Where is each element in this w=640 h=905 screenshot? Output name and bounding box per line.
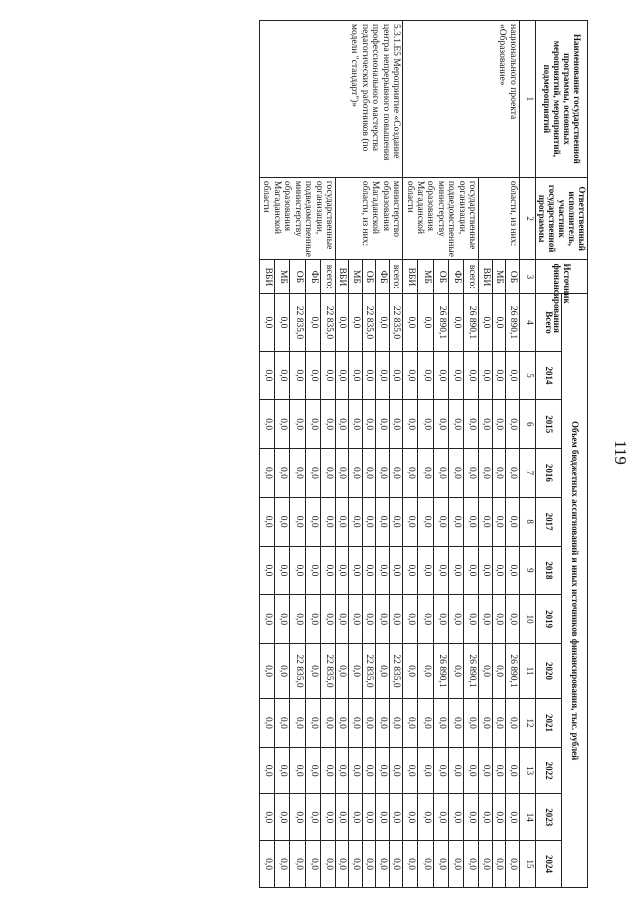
row-year-value: 0,0: [403, 449, 418, 498]
row-year-value: 0,0: [349, 595, 362, 644]
row-year-value: 0,0: [492, 644, 505, 699]
row-year-value: 0,0: [259, 546, 274, 595]
row-year-value: 0,0: [418, 497, 433, 546]
row-year-value: 0,0: [376, 351, 389, 400]
row-year-value: 0,0: [376, 595, 389, 644]
row-year-value: 26 890,1: [464, 644, 479, 699]
row-year-value: 0,0: [275, 546, 290, 595]
row-source: ФБ: [448, 260, 463, 294]
row-year-value: 0,0: [403, 351, 418, 400]
row-year-value: 22 835,0: [389, 644, 402, 699]
row-year-value: 0,0: [376, 449, 389, 498]
row-year-value: 0,0: [479, 794, 492, 841]
header-volume: Объем бюджетных ассигнований и иных источников финансирования, тыс. рублей: [561, 294, 587, 888]
row-year-value: 0,0: [362, 351, 375, 400]
row-year-value: 0,0: [464, 351, 479, 400]
row-year-value: 0,0: [362, 449, 375, 498]
row-year-value: 0,0: [418, 747, 433, 794]
row-year-value: 0,0: [464, 595, 479, 644]
row-year-value: 0,0: [275, 351, 290, 400]
row-year-value: 0,0: [305, 644, 320, 699]
row-year-value: 0,0: [418, 644, 433, 699]
row-year-value: 0,0: [275, 747, 290, 794]
row-year-value: 0,0: [433, 699, 448, 748]
row-year-value: 0,0: [275, 699, 290, 748]
row-year-value: 0,0: [320, 841, 335, 888]
row-year-value: 0,0: [275, 595, 290, 644]
row-executor: области, из них:: [479, 177, 519, 260]
row-year-value: 0,0: [448, 747, 463, 794]
row-year-value: 0,0: [290, 351, 305, 400]
row-total: 26 890,1: [506, 294, 519, 351]
row-year-value: 0,0: [389, 546, 402, 595]
row-year-value: 0,0: [290, 449, 305, 498]
row-year-value: 22 835,0: [320, 644, 335, 699]
row-year-value: 0,0: [389, 699, 402, 748]
row-year-value: 0,0: [362, 841, 375, 888]
column-number: 1: [519, 21, 535, 178]
row-year-value: 0,0: [376, 747, 389, 794]
row-source: ВБИ: [335, 260, 348, 294]
row-year-value: 0,0: [479, 699, 492, 748]
column-number: 2: [519, 177, 535, 260]
row-year-value: 0,0: [464, 841, 479, 888]
row-year-value: 0,0: [506, 841, 519, 888]
row-total: 22 835,0: [389, 294, 402, 351]
row-year-value: 0,0: [506, 794, 519, 841]
header-source: Источник финансирования: [535, 260, 587, 294]
row-year-value: 0,0: [433, 449, 448, 498]
row-year-value: 0,0: [492, 794, 505, 841]
row-year-value: 0,0: [479, 841, 492, 888]
row-year-value: 0,0: [259, 351, 274, 400]
row-year-value: 0,0: [403, 546, 418, 595]
column-number: 4: [519, 294, 535, 351]
row-year-value: 0,0: [448, 794, 463, 841]
row-year-value: 0,0: [349, 351, 362, 400]
row-year-value: 0,0: [290, 747, 305, 794]
row-year-value: 0,0: [448, 644, 463, 699]
header-year: 2020: [535, 644, 561, 699]
header-year: 2021: [535, 699, 561, 748]
header-year: 2022: [535, 747, 561, 794]
row-total: 0,0: [492, 294, 505, 351]
row-source: всего:: [389, 260, 402, 294]
row-year-value: 0,0: [389, 400, 402, 449]
header-year: 2017: [535, 497, 561, 546]
row-year-value: 0,0: [305, 449, 320, 498]
row-year-value: 0,0: [290, 400, 305, 449]
row-source: ВБИ: [403, 260, 418, 294]
row-year-value: 0,0: [492, 546, 505, 595]
row-year-value: 0,0: [492, 400, 505, 449]
row-year-value: 0,0: [349, 841, 362, 888]
row-year-value: 0,0: [320, 699, 335, 748]
row-year-value: 0,0: [275, 400, 290, 449]
row-total: 0,0: [448, 294, 463, 351]
row-program-name: 5.3.1.Е5 Мероприятие «Создание центра непрерывного повышения профессионального мастерства педагогических работников (по модели "стандарт")»: [259, 21, 402, 178]
row-year-value: 0,0: [305, 699, 320, 748]
row-year-value: 22 835,0: [362, 644, 375, 699]
row-year-value: 0,0: [349, 747, 362, 794]
row-source: МБ: [492, 260, 505, 294]
row-year-value: 0,0: [418, 449, 433, 498]
row-year-value: 0,0: [479, 595, 492, 644]
row-year-value: 0,0: [305, 351, 320, 400]
row-year-value: 0,0: [275, 449, 290, 498]
row-year-value: 0,0: [305, 747, 320, 794]
row-year-value: 0,0: [320, 595, 335, 644]
row-year-value: 0,0: [320, 546, 335, 595]
row-year-value: 0,0: [464, 400, 479, 449]
row-year-value: 0,0: [349, 497, 362, 546]
row-year-value: 0,0: [418, 351, 433, 400]
row-year-value: 0,0: [290, 497, 305, 546]
row-year-value: 0,0: [506, 351, 519, 400]
row-year-value: 0,0: [464, 699, 479, 748]
row-total: 26 890,1: [433, 294, 448, 351]
row-total: 0,0: [259, 294, 274, 351]
row-year-value: 0,0: [464, 747, 479, 794]
row-year-value: 0,0: [433, 351, 448, 400]
row-year-value: 0,0: [335, 595, 348, 644]
row-source: ОБ: [290, 260, 305, 294]
row-year-value: 0,0: [259, 841, 274, 888]
row-year-value: 0,0: [275, 841, 290, 888]
row-year-value: 0,0: [362, 546, 375, 595]
table-row: [506, 21, 519, 888]
table-row: [389, 21, 402, 888]
row-year-value: 0,0: [335, 747, 348, 794]
row-source: всего:: [320, 260, 335, 294]
column-number: 6: [519, 400, 535, 449]
row-year-value: 0,0: [349, 699, 362, 748]
row-year-value: 0,0: [506, 546, 519, 595]
row-year-value: 0,0: [448, 841, 463, 888]
row-year-value: 26 890,1: [433, 644, 448, 699]
row-year-value: 0,0: [403, 644, 418, 699]
row-year-value: 0,0: [479, 644, 492, 699]
row-source: ВБИ: [479, 260, 492, 294]
row-year-value: 0,0: [403, 595, 418, 644]
row-year-value: 0,0: [479, 351, 492, 400]
row-year-value: 0,0: [492, 595, 505, 644]
row-year-value: 0,0: [418, 400, 433, 449]
header-executor: Ответственный исполнитель, участник государственной программы: [535, 177, 587, 260]
row-year-value: 0,0: [433, 595, 448, 644]
row-source: МБ: [349, 260, 362, 294]
row-year-value: 0,0: [479, 497, 492, 546]
row-year-value: 0,0: [433, 497, 448, 546]
row-source: ОБ: [433, 260, 448, 294]
row-executor: государственные организации, подведомственные министерству образования Магаданской области: [403, 177, 479, 260]
row-year-value: 0,0: [506, 595, 519, 644]
row-year-value: 0,0: [506, 497, 519, 546]
header-year: 2023: [535, 794, 561, 841]
column-number: 8: [519, 497, 535, 546]
row-year-value: 0,0: [290, 699, 305, 748]
row-year-value: 0,0: [275, 644, 290, 699]
row-year-value: 0,0: [335, 644, 348, 699]
row-total: 0,0: [418, 294, 433, 351]
column-number: 7: [519, 449, 535, 498]
row-year-value: 0,0: [464, 794, 479, 841]
row-year-value: 0,0: [259, 497, 274, 546]
row-year-value: 0,0: [349, 546, 362, 595]
row-year-value: 0,0: [305, 595, 320, 644]
row-year-value: 0,0: [290, 546, 305, 595]
row-year-value: 0,0: [389, 841, 402, 888]
header-year: 2016: [535, 449, 561, 498]
row-year-value: 26 890,1: [506, 644, 519, 699]
row-year-value: 22 835,0: [290, 644, 305, 699]
header-year: 2019: [535, 595, 561, 644]
row-year-value: 0,0: [389, 794, 402, 841]
row-year-value: 0,0: [376, 699, 389, 748]
row-year-value: 0,0: [492, 497, 505, 546]
row-source: МБ: [275, 260, 290, 294]
row-year-value: 0,0: [418, 841, 433, 888]
column-number: 12: [519, 699, 535, 748]
row-year-value: 0,0: [506, 449, 519, 498]
row-total: 0,0: [305, 294, 320, 351]
row-year-value: 0,0: [492, 449, 505, 498]
row-total: 0,0: [335, 294, 348, 351]
row-year-value: 0,0: [320, 794, 335, 841]
row-year-value: 0,0: [362, 595, 375, 644]
row-year-value: 0,0: [259, 644, 274, 699]
row-year-value: 0,0: [403, 841, 418, 888]
row-year-value: 0,0: [362, 699, 375, 748]
row-year-value: 0,0: [305, 841, 320, 888]
row-year-value: 0,0: [448, 595, 463, 644]
row-year-value: 0,0: [362, 497, 375, 546]
row-source: ФБ: [305, 260, 320, 294]
row-year-value: 0,0: [403, 747, 418, 794]
row-year-value: 0,0: [433, 794, 448, 841]
column-number: 10: [519, 595, 535, 644]
row-year-value: 0,0: [349, 400, 362, 449]
row-year-value: 0,0: [335, 497, 348, 546]
page-number: 119: [611, 440, 630, 465]
row-source: всего:: [464, 260, 479, 294]
row-total: 0,0: [403, 294, 418, 351]
row-year-value: 0,0: [320, 747, 335, 794]
row-program-name: национального проекта «Образование»: [403, 21, 519, 178]
row-year-value: 0,0: [305, 546, 320, 595]
row-total: 26 890,1: [464, 294, 479, 351]
row-year-value: 0,0: [418, 595, 433, 644]
column-number: 14: [519, 794, 535, 841]
row-year-value: 0,0: [335, 351, 348, 400]
row-year-value: 0,0: [275, 497, 290, 546]
row-year-value: 0,0: [403, 400, 418, 449]
column-number: 9: [519, 546, 535, 595]
row-year-value: 0,0: [464, 449, 479, 498]
row-year-value: 0,0: [320, 400, 335, 449]
row-year-value: 0,0: [479, 546, 492, 595]
row-year-value: 0,0: [389, 497, 402, 546]
row-year-value: 0,0: [492, 747, 505, 794]
row-year-value: 0,0: [335, 449, 348, 498]
header-year: 2015: [535, 400, 561, 449]
row-year-value: 0,0: [448, 497, 463, 546]
row-year-value: 0,0: [290, 841, 305, 888]
row-year-value: 0,0: [403, 497, 418, 546]
row-total: 22 835,0: [320, 294, 335, 351]
row-year-value: 0,0: [305, 497, 320, 546]
row-year-value: 0,0: [259, 449, 274, 498]
row-year-value: 0,0: [349, 449, 362, 498]
row-year-value: 0,0: [492, 351, 505, 400]
row-source: ФБ: [376, 260, 389, 294]
column-numbers-row: [519, 21, 535, 888]
financing-table: [259, 20, 588, 888]
row-source: МБ: [418, 260, 433, 294]
row-year-value: 0,0: [464, 497, 479, 546]
row-executor: министерство образования Магаданской области, из них:: [335, 177, 402, 260]
row-year-value: 0,0: [320, 351, 335, 400]
row-year-value: 0,0: [320, 449, 335, 498]
row-year-value: 0,0: [362, 794, 375, 841]
column-number: 11: [519, 644, 535, 699]
row-total: 0,0: [479, 294, 492, 351]
row-total: 0,0: [376, 294, 389, 351]
row-year-value: 0,0: [335, 841, 348, 888]
row-year-value: 0,0: [389, 747, 402, 794]
row-year-value: 0,0: [433, 546, 448, 595]
column-number: 13: [519, 747, 535, 794]
row-year-value: 0,0: [259, 794, 274, 841]
row-year-value: 0,0: [290, 595, 305, 644]
row-year-value: 0,0: [349, 794, 362, 841]
row-year-value: 0,0: [403, 794, 418, 841]
column-number: 3: [519, 260, 535, 294]
row-year-value: 0,0: [403, 699, 418, 748]
header-year: 2014: [535, 351, 561, 400]
row-source: ОБ: [506, 260, 519, 294]
row-year-value: 0,0: [433, 747, 448, 794]
row-year-value: 0,0: [506, 747, 519, 794]
row-year-value: 0,0: [376, 546, 389, 595]
row-year-value: 0,0: [506, 699, 519, 748]
row-year-value: 0,0: [376, 644, 389, 699]
column-number: 15: [519, 841, 535, 888]
row-year-value: 0,0: [259, 747, 274, 794]
row-year-value: 0,0: [389, 595, 402, 644]
row-year-value: 0,0: [335, 794, 348, 841]
row-year-value: 0,0: [305, 794, 320, 841]
row-year-value: 0,0: [259, 595, 274, 644]
row-year-value: 0,0: [376, 841, 389, 888]
row-year-value: 0,0: [376, 794, 389, 841]
header-year: 2024: [535, 841, 561, 888]
row-year-value: 0,0: [464, 546, 479, 595]
row-year-value: 0,0: [349, 644, 362, 699]
row-year-value: 0,0: [492, 699, 505, 748]
row-source: ОБ: [362, 260, 375, 294]
row-year-value: 0,0: [320, 497, 335, 546]
row-year-value: 0,0: [479, 400, 492, 449]
row-total: 0,0: [275, 294, 290, 351]
row-year-value: 0,0: [418, 699, 433, 748]
row-source: ВБИ: [259, 260, 274, 294]
row-year-value: 0,0: [433, 400, 448, 449]
row-year-value: 0,0: [418, 794, 433, 841]
row-year-value: 0,0: [448, 699, 463, 748]
row-year-value: 0,0: [389, 449, 402, 498]
header-total: Всего: [535, 294, 561, 351]
row-total: 22 835,0: [290, 294, 305, 351]
row-executor: государственные организации, подведомственные министерству образования Магаданской области: [259, 177, 335, 260]
row-year-value: 0,0: [479, 449, 492, 498]
row-year-value: 0,0: [506, 400, 519, 449]
row-year-value: 0,0: [259, 400, 274, 449]
row-year-value: 0,0: [448, 449, 463, 498]
row-year-value: 0,0: [335, 400, 348, 449]
row-year-value: 0,0: [275, 794, 290, 841]
row-year-value: 0,0: [362, 747, 375, 794]
row-year-value: 0,0: [376, 497, 389, 546]
row-year-value: 0,0: [305, 400, 320, 449]
row-total: 0,0: [349, 294, 362, 351]
table-body: [259, 21, 535, 888]
header-year: 2018: [535, 546, 561, 595]
column-number: 5: [519, 351, 535, 400]
row-year-value: 0,0: [479, 747, 492, 794]
row-year-value: 0,0: [335, 699, 348, 748]
row-year-value: 0,0: [448, 351, 463, 400]
row-year-value: 0,0: [335, 546, 348, 595]
row-year-value: 0,0: [492, 841, 505, 888]
row-year-value: 0,0: [362, 400, 375, 449]
row-year-value: 0,0: [418, 546, 433, 595]
row-year-value: 0,0: [433, 841, 448, 888]
header-program: Наименование государственной программы, основных мероприятий, мероприятий, подмероприятий: [535, 21, 587, 178]
row-total: 22 835,0: [362, 294, 375, 351]
row-year-value: 0,0: [448, 546, 463, 595]
row-year-value: 0,0: [448, 400, 463, 449]
row-year-value: 0,0: [376, 400, 389, 449]
row-year-value: 0,0: [259, 699, 274, 748]
row-year-value: 0,0: [389, 351, 402, 400]
row-year-value: 0,0: [290, 794, 305, 841]
